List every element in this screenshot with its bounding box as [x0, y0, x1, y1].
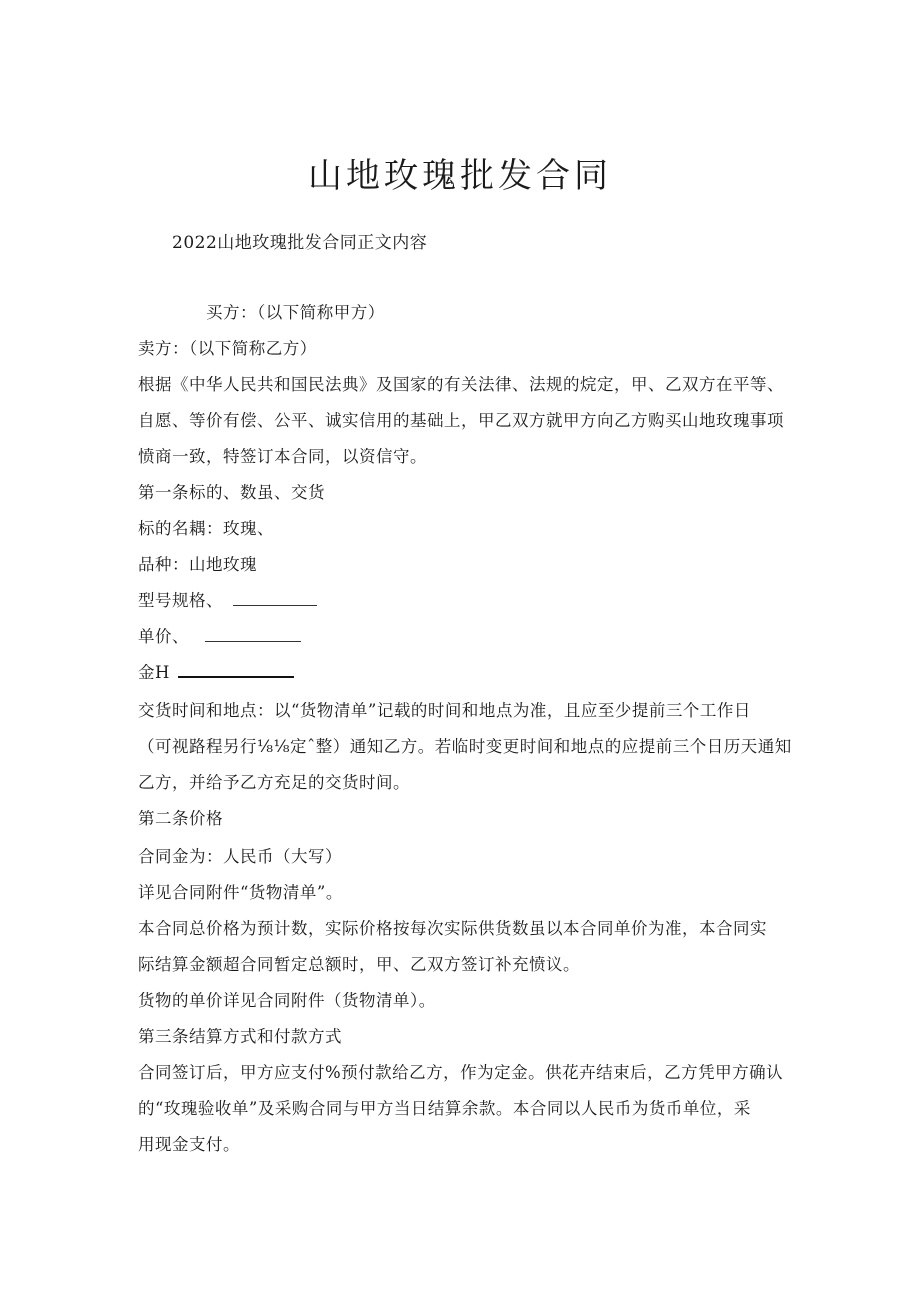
section-heading: 第二条价格: [138, 809, 223, 828]
section-heading: 第三条结算方式和付款方式: [138, 1027, 342, 1046]
paragraph-line: 的“玫瑰验收单”及采购合同与甲方当日结算余款。本合同以人民币为货币单位，采: [138, 1099, 751, 1118]
unit-price-line: [138, 626, 301, 648]
spec-blank: [233, 591, 317, 606]
unit-price-blank: [205, 627, 301, 642]
paragraph-line: 自愿、等价有偿、公平、诚实信用的基础上，甲乙双方就甲方向乙方购买山地玫瑰事项: [138, 411, 784, 430]
paragraph-line: （可视路程另行⅛⅛定ˆ整）通知乙方。若临时变更时间和地点的应提前三个日历天通知: [138, 737, 792, 756]
paragraph-line: 际结算金额超合同暂定总额时，甲、乙双方签订补充愤议。: [138, 955, 580, 974]
document-subtitle: 2022山地玫瑰批发合同正文内容: [172, 233, 428, 253]
paragraph-line: 乙方，并给予乙方充足的交货时间。: [138, 773, 410, 792]
amount-label: 金H: [138, 663, 170, 682]
section-heading: 第一条标的、数虽、交货: [138, 483, 325, 502]
paragraph-line: 根据《中华人民共和国民法典》及国家的有关法律、法规的烷定，甲、乙双方在平等、: [138, 375, 784, 394]
paragraph-line: 货物的单价详见合同附件（货物清单）。: [138, 991, 436, 1010]
spec-line: [138, 590, 317, 612]
variety-line: 品种：山地玫瑰: [138, 555, 257, 574]
paragraph-line: 用现金支付。: [138, 1135, 240, 1154]
paragraph-line: 详见合同附件“货物清单”。: [138, 883, 343, 902]
paragraph-line: 本合同总价格为预计数，实际价格按每次实际供货数虽以本合同单价为准，本合同实: [138, 919, 767, 938]
item-name-line: 标的名耦：玫瑰、: [138, 519, 274, 538]
seller-line: 卖方：（以下简称乙方）: [138, 339, 317, 358]
paragraph-line: 合同金为：人民币（大写）: [138, 847, 342, 866]
amount-blank: [178, 662, 294, 678]
paragraph-line: 愤商一致，特签订本合同，以资信守。: [138, 447, 427, 466]
paragraph-line: 合同签订后，甲方应支付%预付款给乙方，作为定金。供花卉结束后，乙方凭甲方确认: [138, 1063, 784, 1082]
amount-line: [138, 662, 294, 684]
buyer-line: 买方：（以下简称甲方）: [206, 303, 385, 322]
paragraph-line: 交货时间和地点：以“货物清单”记载的时间和地点为准，且应至少提前三个工作日: [138, 701, 751, 720]
document-title: 山地玫瑰批发合同: [308, 156, 612, 196]
spec-label: 型号规格、: [138, 591, 223, 610]
unit-price-label: 单价、: [138, 627, 189, 646]
